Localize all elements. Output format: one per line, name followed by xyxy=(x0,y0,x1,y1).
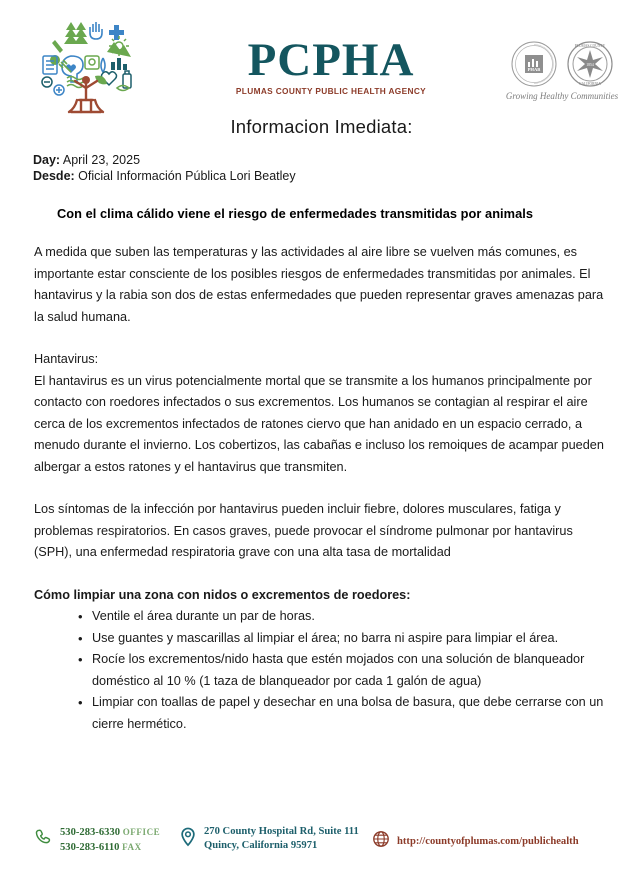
footer-address-text xyxy=(204,825,359,853)
document-footer xyxy=(0,821,643,867)
svg-text:PHAB: PHAB xyxy=(527,67,541,72)
hantavirus-paragraph: El hantavirus es un virus potencialmente mortal que se transmite a los humanos principalmente por contacto con roedores infectados o sus excrementos. Los humanos se contagian al respirar el aire cerca de los excrementos infectados de ratones ciervo que han anidado en un espacio cerrado, a menudo durante el invierno. Los cobertizos, las cabañas e incluso los remoiques de acampar pueden albergar a estos ratones y el hantavirus que transmiten. xyxy=(34,373,604,474)
document-meta xyxy=(33,152,643,184)
intro-paragraph: A medida que suben las temperaturas y las actividades al aire libre se vuelven más comunes, es importante estar consciente de los posibles riesgos de enfermedades transmitidas por animales. El hantavirus y la rabia son dos de estas enfermedades que pueden representar graves amenazas para la salud humana. xyxy=(34,245,604,324)
pcpha-acronym: PCPHA xyxy=(247,34,415,86)
phone-office-tag: OFFICE xyxy=(122,827,161,837)
pcpha-wordmark xyxy=(232,36,430,96)
list-item: • Ventile el área durante un par de horas. xyxy=(78,606,609,628)
phone-office-number: 530-283-6330 xyxy=(60,827,121,838)
svg-text:PLUMAS COUNTY: PLUMAS COUNTY xyxy=(574,44,606,48)
address-line-2: Quincy, California 95971 xyxy=(204,840,318,851)
list-item: • Use guantes y mascarillas al limpiar el área; no barra ni aspire para limpiar el área. xyxy=(78,628,609,650)
plumas-health-tree-logo-icon xyxy=(33,12,139,116)
svg-text:1854: 1854 xyxy=(586,63,594,67)
address-line-1: 270 County Hospital Rd, Suite 111 xyxy=(204,826,359,837)
globe-icon xyxy=(372,830,390,853)
accreditation-seals xyxy=(498,40,626,101)
seal-tagline: Growing Healthy Communities xyxy=(505,91,619,101)
meta-from-label: Desde: xyxy=(33,169,75,183)
symptoms-paragraph: Los síntomas de la infección por hantavirus pueden incluir fiebre, dolores musculares, fatiga y problemas respiratorios. En casos graves, puede provocar el síndrome pulmonar por hantavirus (SPH), una enfermedad respiratoria grave con una alta tasa de mortalidad xyxy=(34,502,573,559)
page-title: Informacion Imediata: xyxy=(230,116,413,137)
footer-phone-text xyxy=(60,825,160,855)
phone-icon xyxy=(34,828,53,852)
meta-from-value: Oficial Información Pública Lori Beatley xyxy=(78,169,296,183)
phab-accreditation-seal-icon xyxy=(510,40,558,88)
location-pin-icon xyxy=(179,827,197,852)
meta-day-row xyxy=(33,152,643,168)
footer-address-block xyxy=(179,825,359,853)
pcpha-agency-name: PLUMAS COUNTY PUBLIC HEALTH AGENCY xyxy=(235,86,427,96)
list-item: • Limpiar con toallas de papel y desechar en una bolsa de basura, que debe cerrarse con un cierre hermético. xyxy=(78,692,609,735)
cleaning-steps-list xyxy=(34,606,609,735)
list-item: • Rocíe los excrementos/nido hasta que estén mojados con una solución de blanqueador doméstico al 10 % (1 taza de blanqueador por cada 1 galón de agua) xyxy=(78,649,609,692)
article-headline: Con el clima cálido viene el riesgo de enfermedades transmitidas por animals xyxy=(57,206,534,221)
meta-day-label: Day: xyxy=(33,153,61,167)
meta-from-row xyxy=(33,168,643,184)
footer-website-block xyxy=(372,830,579,853)
hantavirus-heading: Hantavirus: xyxy=(34,352,99,366)
document-header xyxy=(0,0,643,112)
plumas-county-california-seal-icon xyxy=(566,40,614,88)
svg-text:CALIFORNIA: CALIFORNIA xyxy=(579,82,601,86)
meta-day-value: April 23, 2025 xyxy=(62,153,141,167)
footer-website-url[interactable]: http://countyofplumas.com/publichealth xyxy=(397,836,579,847)
cleaning-heading: Cómo limpiar una zona con nidos o excrementos de roedores: xyxy=(34,587,411,602)
phone-fax-number: 530-283-6110 xyxy=(60,842,120,853)
phone-fax-tag: FAX xyxy=(122,842,142,852)
document-body xyxy=(34,221,609,735)
footer-phone-block xyxy=(34,825,160,855)
